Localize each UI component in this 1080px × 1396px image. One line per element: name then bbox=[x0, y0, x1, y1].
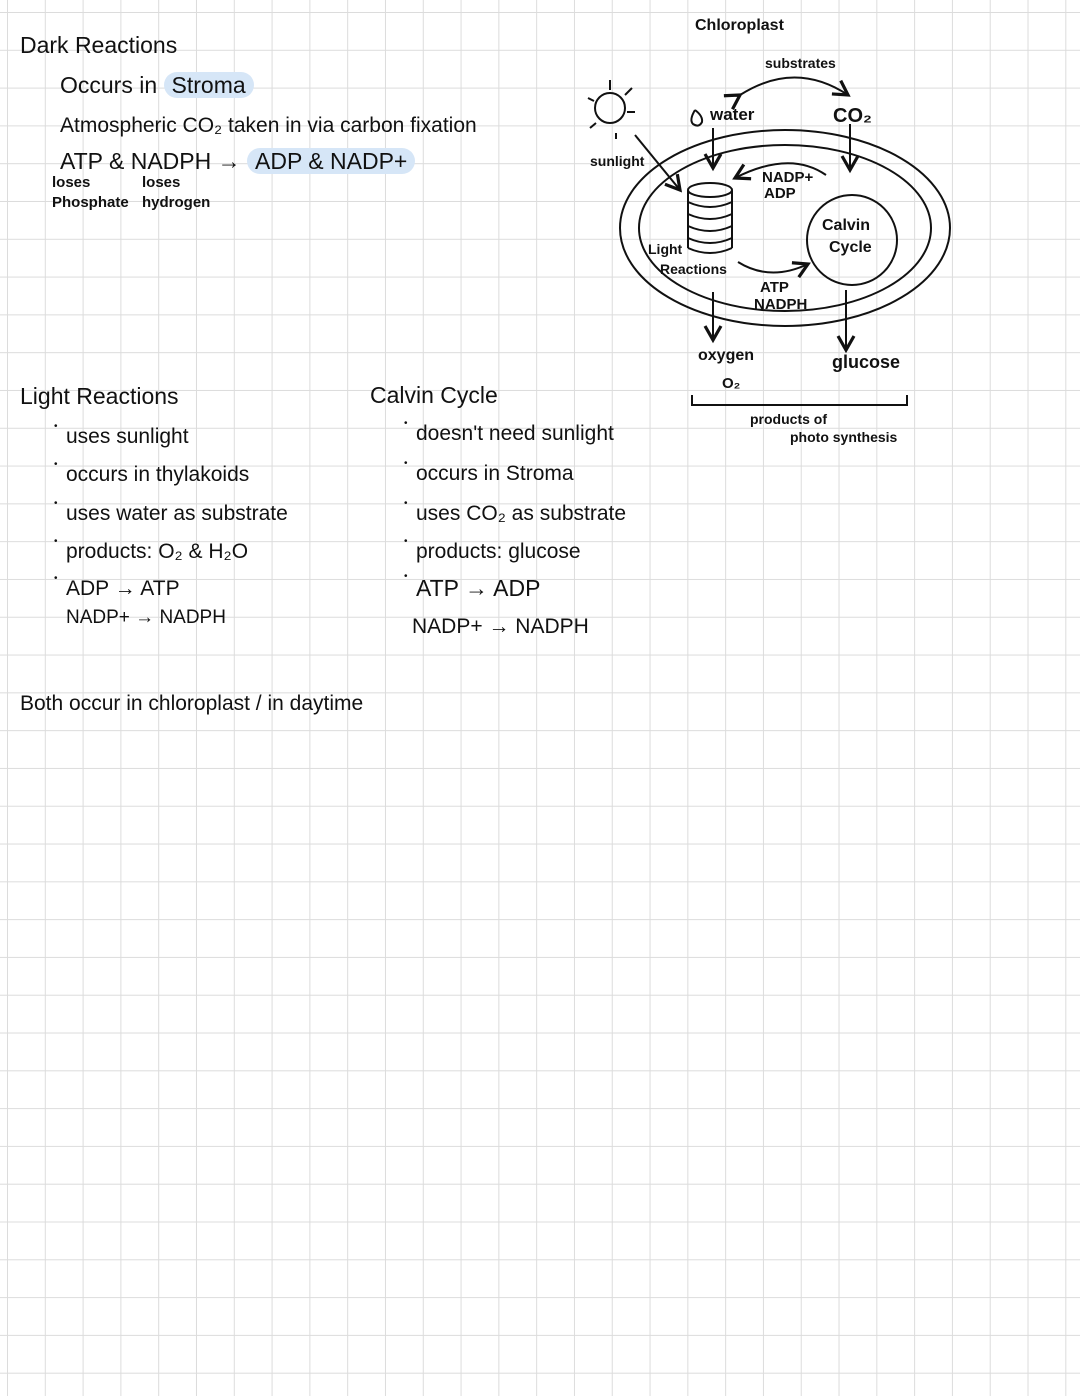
list-item: • products: glucose bbox=[416, 540, 581, 564]
atp-note bbox=[52, 173, 129, 213]
label-atp: ATP bbox=[760, 279, 789, 296]
list-item: • products: O₂ & H₂O bbox=[66, 540, 248, 564]
label-products-2: photo synthesis bbox=[790, 429, 898, 445]
list-item: • doesn't need sunlight bbox=[416, 422, 614, 446]
label-substrates: substrates bbox=[765, 55, 836, 71]
light-reactions-title: Light Reactions bbox=[20, 383, 179, 409]
label-o2: O₂ bbox=[722, 375, 741, 392]
label-oxygen: oxygen bbox=[698, 347, 755, 364]
occurs-prefix: Occurs in bbox=[60, 72, 158, 98]
dark-reactions-title: Dark Reactions bbox=[20, 32, 178, 58]
list-item: • ADP → ATP bbox=[66, 577, 180, 601]
atmospheric-line: Atmospheric CO₂ taken in via carbon fixation bbox=[60, 114, 477, 137]
diagram-title: Chloroplast bbox=[695, 17, 784, 34]
equation-line bbox=[60, 148, 415, 175]
nadph-note bbox=[142, 173, 210, 213]
label-nadp: NADP+ bbox=[762, 169, 814, 186]
list-item: • ATP → ADP bbox=[416, 575, 540, 602]
occurs-line bbox=[60, 72, 254, 99]
chloroplast-diagram bbox=[580, 0, 960, 450]
list-item: • uses sunlight bbox=[66, 425, 189, 449]
label-co2: CO₂ bbox=[833, 105, 872, 127]
footer-note: Both occur in chloroplast / in daytime bbox=[20, 692, 364, 715]
atp-note-2: Phosphate bbox=[52, 194, 129, 211]
list-item: • uses CO₂ as substrate bbox=[416, 502, 626, 526]
label-glucose: glucose bbox=[832, 352, 901, 372]
label-reactions: Reactions bbox=[660, 261, 727, 277]
atp-note-1: loses bbox=[52, 174, 91, 191]
calvin-extra: NADP+ → NADPH bbox=[412, 615, 589, 638]
list-item: • occurs in Stroma bbox=[416, 462, 574, 486]
label-nadph: NADPH bbox=[754, 296, 808, 313]
occurs-place-highlight: Stroma bbox=[164, 72, 254, 98]
list-item: • occurs in thylakoids bbox=[66, 463, 249, 487]
nadph-note-1: loses bbox=[142, 174, 181, 191]
nadph-note-2: hydrogen bbox=[142, 194, 211, 211]
label-light: Light bbox=[648, 241, 683, 257]
thylakoid-stack-icon bbox=[688, 183, 732, 253]
calvin-cycle-title: Calvin Cycle bbox=[370, 382, 498, 408]
sun-icon bbox=[595, 93, 625, 123]
equation-right-highlight: ADP & NADP+ bbox=[247, 148, 415, 174]
label-products-1: products of bbox=[750, 411, 827, 427]
label-water: water bbox=[710, 105, 755, 124]
light-extra: NADP+ → NADPH bbox=[66, 607, 226, 628]
label-cycle: Cycle bbox=[829, 239, 872, 256]
label-adp: ADP bbox=[764, 185, 796, 202]
equation-left: ATP & NADPH → bbox=[60, 148, 241, 174]
label-sunlight: sunlight bbox=[590, 153, 645, 169]
label-calvin: Calvin bbox=[822, 217, 871, 234]
list-item: • uses water as substrate bbox=[66, 502, 288, 526]
